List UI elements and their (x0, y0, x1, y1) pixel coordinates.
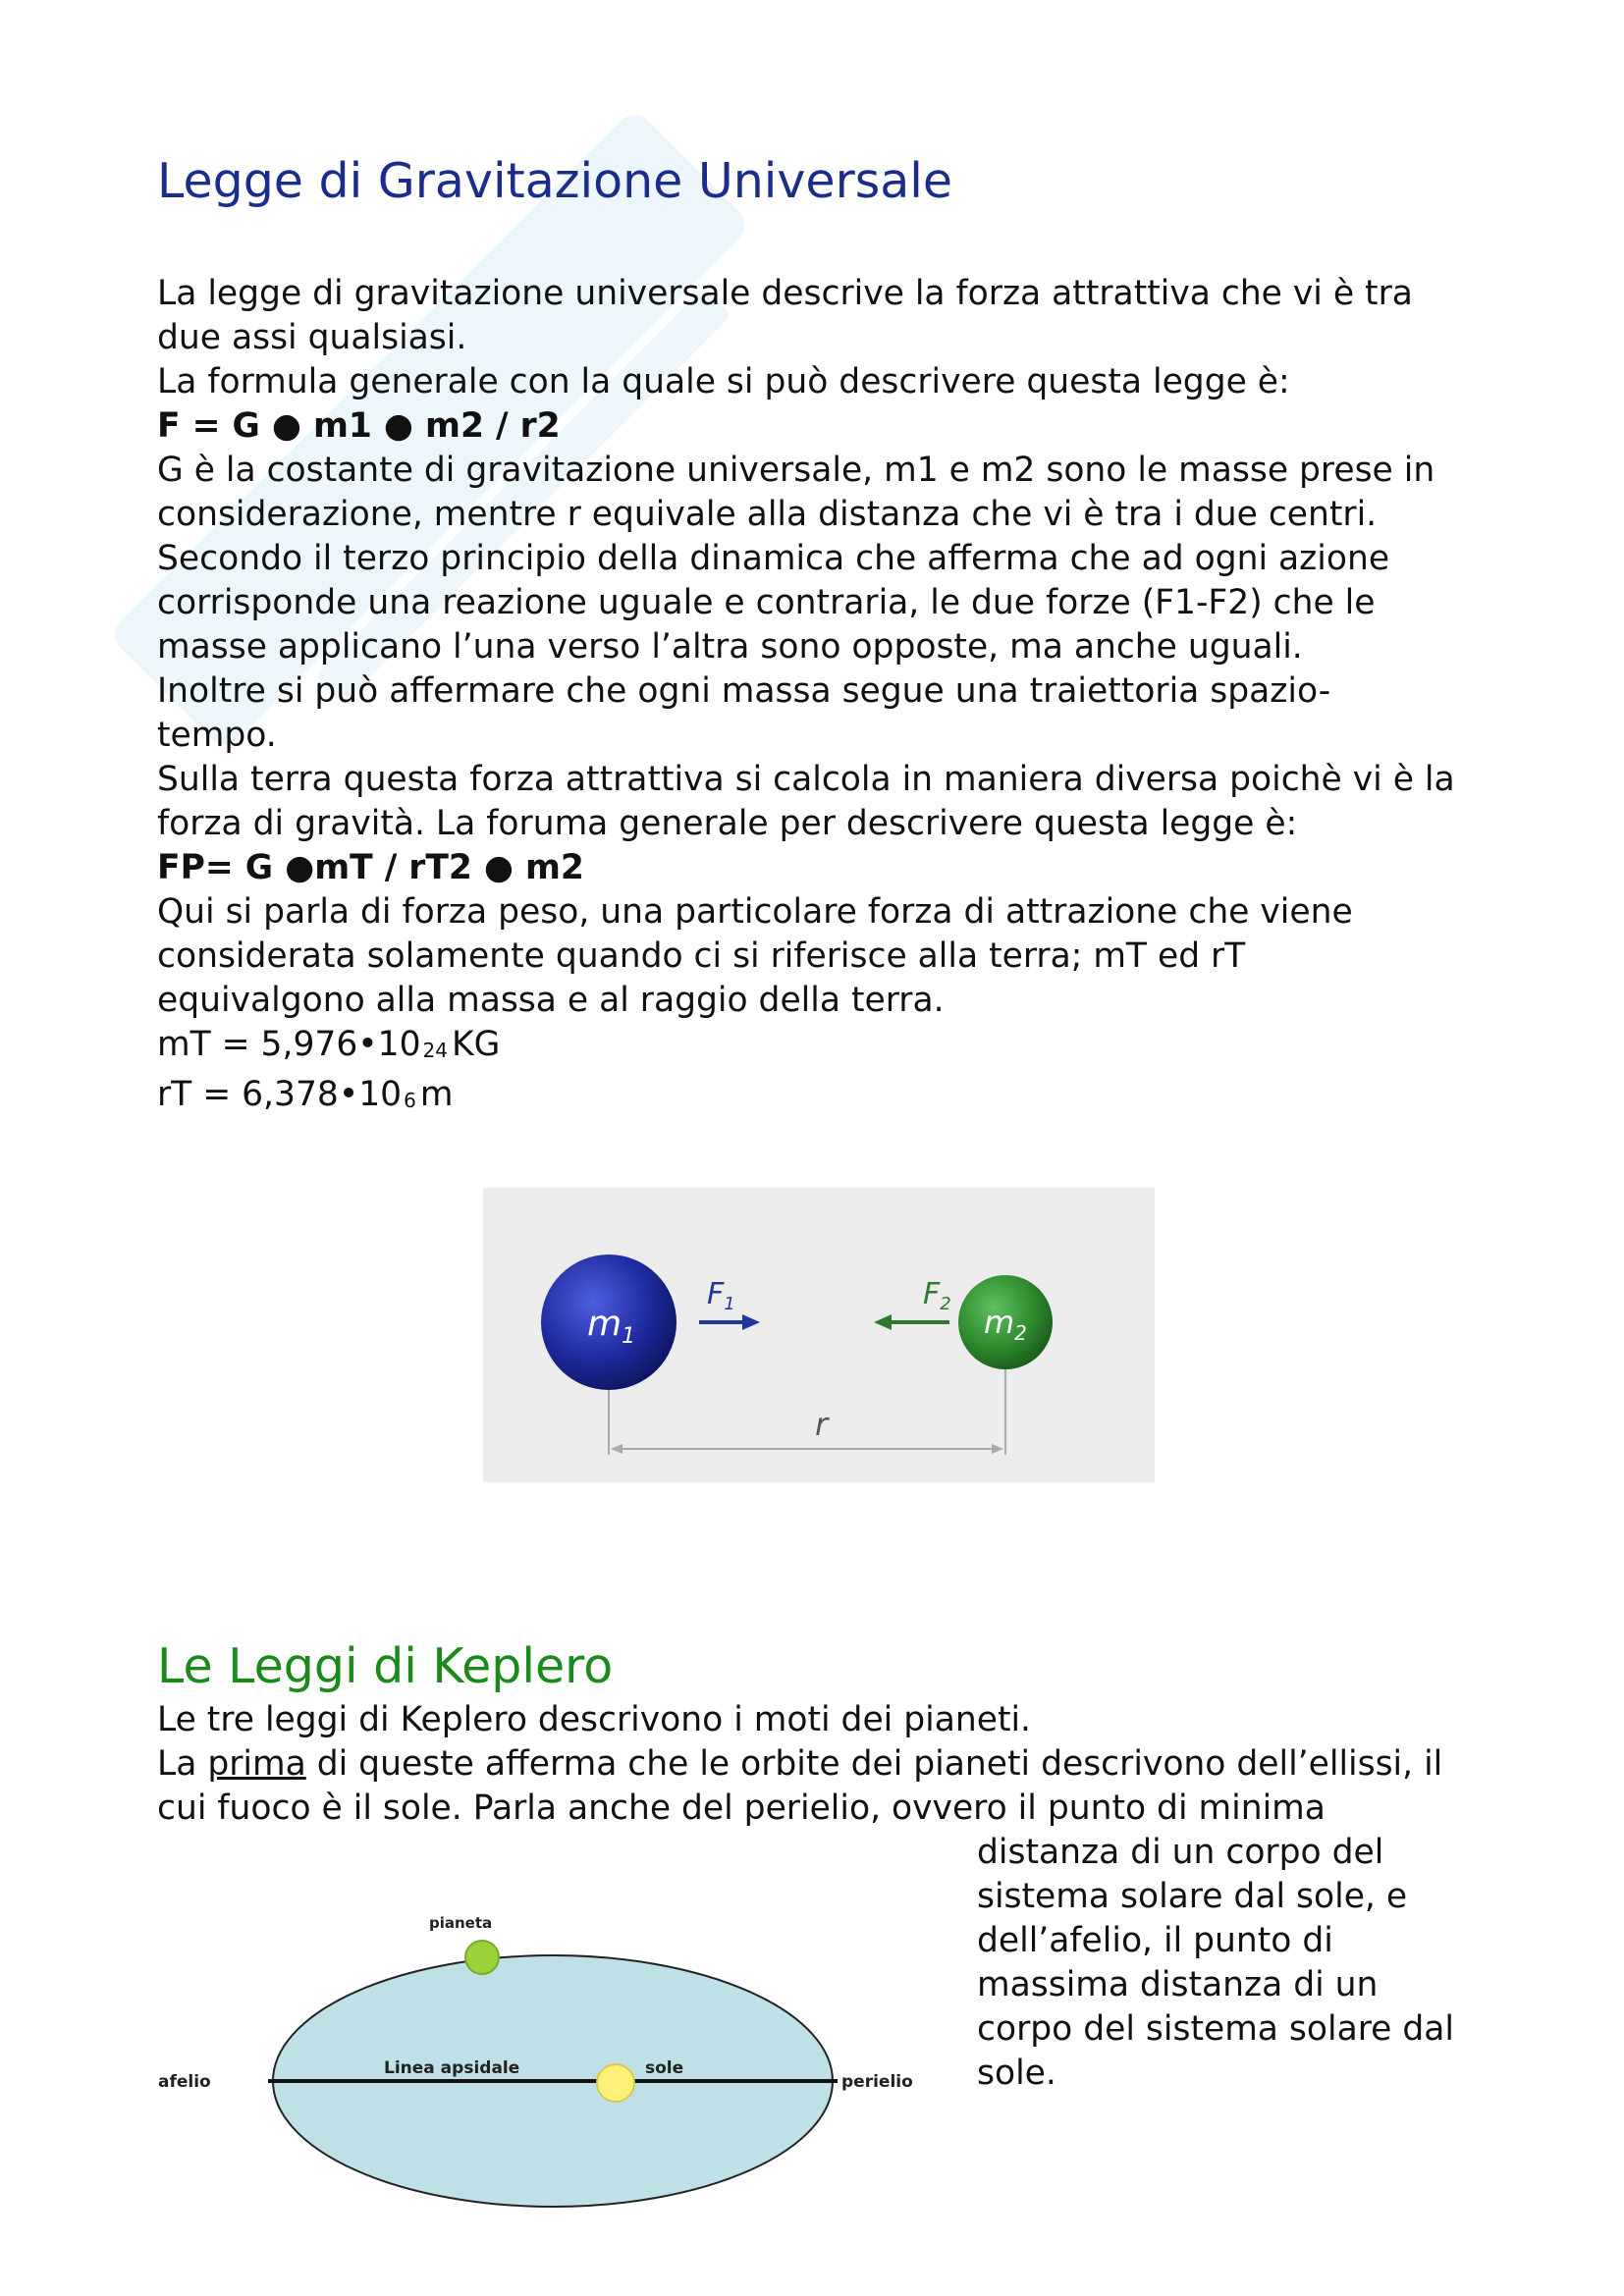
text-line: forza di gravità. La foruma generale per descrivere questa legge è: (157, 804, 1298, 843)
text-line: Secondo il terzo principio della dinamica che afferma che ad ogni azione (157, 539, 1390, 578)
text-line: cui fuoco è il sole. Parla anche del perielio, ovvero il punto di minima (157, 1789, 1326, 1828)
mass-value (157, 1023, 1532, 1073)
text-line: massima distanza di un (977, 1965, 1379, 2004)
text-fragment: La (157, 1744, 208, 1784)
mass-exponent: 24 (422, 1039, 448, 1062)
f1-label: $F_1$ (707, 1277, 735, 1314)
text-line: sole. (977, 2054, 1056, 2093)
formula-gravitazione: F = G ● m1 ● m2 / r2 (157, 406, 561, 446)
m1-label: $m_1$ (587, 1304, 636, 1349)
planet-circle (465, 1941, 499, 1974)
section-title-keplero: Le Leggi di Keplero (157, 1638, 614, 1694)
text-line: dell’afelio, il punto di (977, 1921, 1333, 1960)
text-line: G è la costante di gravitazione universale, m1 e m2 sono le masse prese in (157, 451, 1435, 490)
text-line: tempo. (157, 716, 277, 755)
text-line: equivalgono alla massa e al raggio della terra. (157, 981, 945, 1020)
sole-label: sole (645, 2058, 684, 2078)
keplero-side-text (977, 1831, 1454, 2096)
gravitazione-text (157, 272, 1532, 1123)
f2-label: $F_2$ (923, 1277, 951, 1314)
pianeta-label: pianeta (429, 1914, 493, 1932)
text-line: sistema solare dal sole, e (977, 1877, 1408, 1916)
afelio-label: afelio (158, 2072, 211, 2092)
text-line: Sulla terra questa forza attrattiva si calcola in maniera diversa poichè vi è la (157, 760, 1455, 799)
prima-underlined: prima (207, 1744, 306, 1784)
text-line (157, 1742, 1442, 1787)
text-line: Le tre leggi di Keplero descrivono i moti dei pianeti. (157, 1700, 1032, 1739)
text-fragment: di queste afferma che le orbite dei pianeti descrivono dell’ellissi, il (305, 1744, 1443, 1784)
radius-label: rT = 6,378•10 (157, 1075, 403, 1114)
text-line: corrisponde una reazione uguale e contraria, le due forze (F1-F2) che le (157, 583, 1376, 622)
text-line: corpo del sistema solare dal (977, 2009, 1454, 2049)
text-line: La formula generale con la quale si può descrivere questa legge è: (157, 362, 1290, 401)
radius-unit: m (419, 1075, 454, 1114)
radius-exponent: 6 (404, 1089, 416, 1112)
orbit-figure (152, 1904, 928, 2218)
m2-label: $m_2$ (984, 1304, 1027, 1345)
mass-unit: KG (452, 1025, 501, 1064)
linea-apsidale-label: Linea apsidale (384, 2058, 520, 2078)
text-line: La legge di gravitazione universale descrive la forza attrattiva che vi è tra (157, 274, 1413, 313)
text-line: considerazione, mentre r equivale alla distanza che vi è tra i due centri. (157, 495, 1378, 534)
r-label: r (815, 1406, 829, 1443)
text-line: considerata solamente quando ci si riferisce alla terra; mT ed rT (157, 936, 1246, 976)
perielio-label: perielio (841, 2072, 913, 2092)
text-line: distanza di un corpo del (977, 1833, 1384, 1872)
keplero-text (157, 1698, 1442, 1831)
text-line: Qui si parla di forza peso, una particolare forza di attrazione che viene (157, 892, 1353, 932)
text-line: masse applicano l’una verso l’altra sono opposte, ma anche uguali. (157, 627, 1303, 667)
text-line: Inoltre si può affermare che ogni massa segue una traiettoria spazio- (157, 671, 1331, 711)
gravitation-figure (483, 1188, 1155, 1482)
sun-circle (597, 2064, 634, 2102)
radius-value (157, 1073, 1532, 1123)
formula-forza-peso: FP= G ●mT / rT2 ● m2 (157, 848, 584, 887)
mass-label: mT = 5,976•10 (157, 1025, 421, 1064)
section-title-gravitazione: Legge di Gravitazione Universale (157, 153, 953, 209)
text-line: due assi qualsiasi. (157, 318, 467, 357)
